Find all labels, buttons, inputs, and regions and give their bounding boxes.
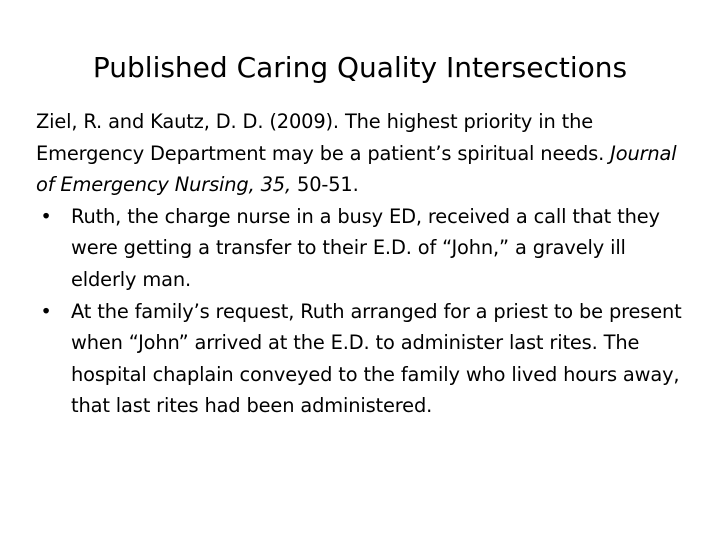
reference-authors-title: Ziel, R. and Kautz, D. D. (2009). The highest priority in the Emergency Department may be a patient’s spiritual needs. [36, 110, 605, 165]
bullet-item [36, 201, 686, 296]
slide-title: Published Caring Quality Intersections [92, 51, 628, 84]
bullet-list [36, 201, 686, 422]
reference-citation [36, 106, 686, 201]
bullet-marker: • [40, 204, 52, 228]
slide-body [36, 106, 686, 422]
reference-journal: Journal of Emergency Nursing, 35, [36, 141, 677, 197]
bullet-item [36, 296, 686, 422]
bullet-marker: • [40, 299, 52, 323]
bullet-text: At the family’s request, Ruth arranged for a priest to be present when “John” arrived at the E.D. to administer last rites. The hospital chaplain conveyed to the family who lived hours away, that last rites had been administered. [71, 299, 682, 418]
bullet-text: Ruth, the charge nurse in a busy ED, received a call that they were getting a transfer to their E.D. of “John,” a gravely ill elderly man. [71, 204, 660, 291]
reference-pages: 50-51. [297, 173, 359, 197]
